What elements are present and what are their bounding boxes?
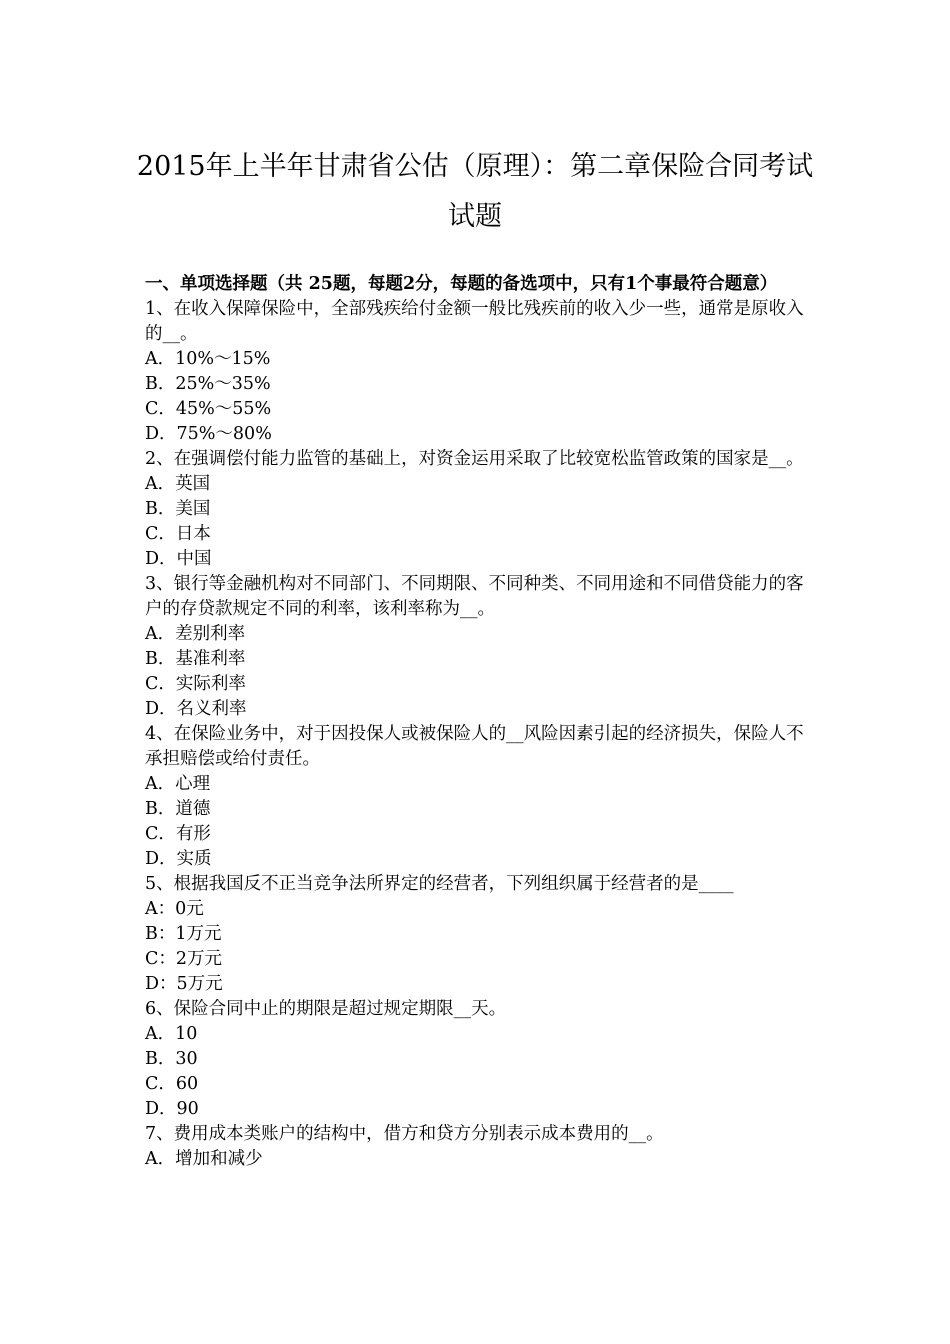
option-b: B．美国 xyxy=(145,499,211,519)
question-1 xyxy=(145,297,810,447)
option-b: B．道德 xyxy=(145,799,211,819)
option-b: B．25%～35% xyxy=(145,374,271,394)
option-d: D．名义利率 xyxy=(145,699,247,719)
question-6 xyxy=(145,997,810,1122)
option-c: C．45%～55% xyxy=(145,399,272,419)
question-7 xyxy=(145,1122,810,1172)
option-d: D．90 xyxy=(145,1099,199,1119)
option-b: B．30 xyxy=(145,1049,198,1069)
question-text: 5、根据我国反不正当竞争法所界定的经营者，下列组织属于经营者的是____ xyxy=(145,874,734,894)
title-line-1: 2015年上半年甘肃省公估（原理）：第二章保险合同考试 xyxy=(136,151,814,182)
option-a: A．10%～15% xyxy=(145,349,271,369)
title-line-2: 试题 xyxy=(448,201,502,232)
question-text: 7、费用成本类账户的结构中，借方和贷方分别表示成本费用的__。 xyxy=(145,1124,664,1144)
option-b: B：1万元 xyxy=(145,924,222,944)
option-d: D．75%～80% xyxy=(145,424,272,444)
question-text: 1、在收入保障保险中，全部残疾给付金额一般比残疾前的收入少一些，通常是原收入的__。 xyxy=(145,299,804,344)
question-text: 3、银行等金融机构对不同部门、不同期限、不同种类、不同用途和不同借贷能力的客户的存贷款规定不同的利率，该利率称为__。 xyxy=(145,574,804,619)
document-body xyxy=(145,272,810,1172)
option-a: A．英国 xyxy=(145,474,211,494)
section-heading: 一、单项选择题（共 25题，每题2分，每题的备选项中，只有1个事最符合题意） xyxy=(145,274,778,294)
option-c: C：2万元 xyxy=(145,949,223,969)
question-3 xyxy=(145,572,810,722)
option-c: C．有形 xyxy=(145,824,211,844)
option-c: C．日本 xyxy=(145,524,211,544)
question-text: 2、在强调偿付能力监管的基础上，对资金运用采取了比较宽松监管政策的国家是__。 xyxy=(145,449,804,469)
option-d: D．实质 xyxy=(145,849,212,869)
option-d: D：5万元 xyxy=(145,974,223,994)
document-title xyxy=(120,142,830,242)
question-text: 6、保险合同中止的期限是超过规定期限__天。 xyxy=(145,999,507,1019)
option-a: A：0元 xyxy=(145,899,204,919)
question-5 xyxy=(145,872,810,997)
option-d: D．中国 xyxy=(145,549,212,569)
question-2 xyxy=(145,447,810,572)
option-b: B．基准利率 xyxy=(145,649,246,669)
question-4 xyxy=(145,722,810,872)
option-a: A．差别利率 xyxy=(145,624,246,644)
option-a: A．增加和减少 xyxy=(145,1149,263,1169)
question-text: 4、在保险业务中，对于因投保人或被保险人的__风险因素引起的经济损失，保险人不承担赔偿或给付责任。 xyxy=(145,724,804,769)
option-a: A．10 xyxy=(145,1024,198,1044)
option-c: C．实际利率 xyxy=(145,674,246,694)
option-a: A．心理 xyxy=(145,774,211,794)
option-c: C．60 xyxy=(145,1074,199,1094)
